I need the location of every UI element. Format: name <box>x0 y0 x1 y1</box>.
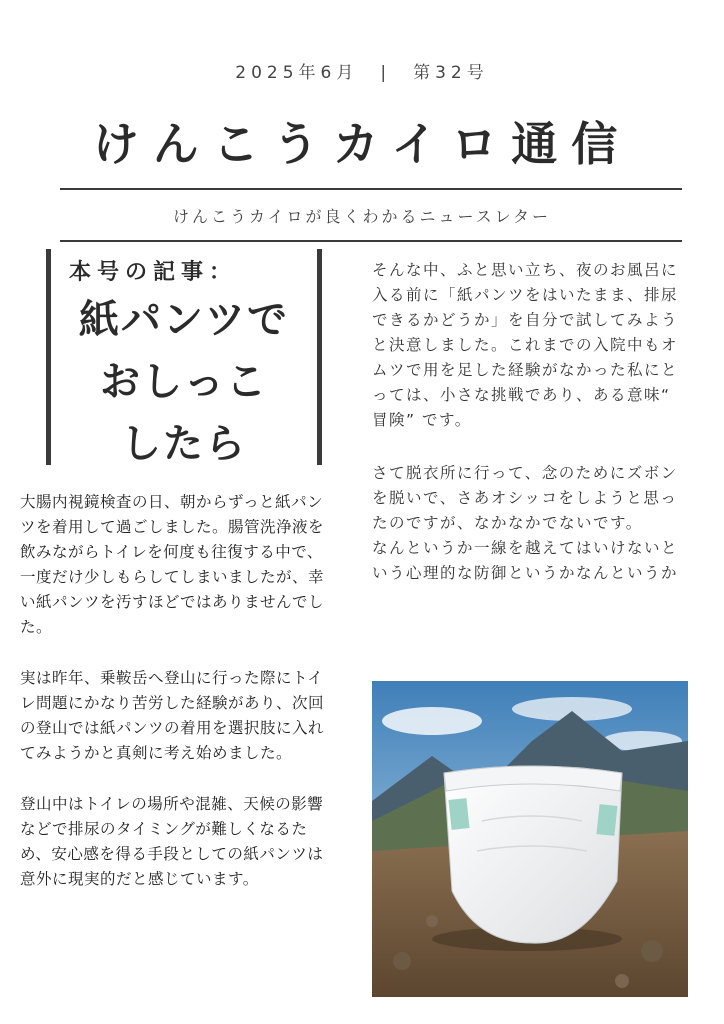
feature-title-line: 紙パンツで <box>79 297 289 343</box>
issue-number: 第32号 <box>413 63 489 83</box>
article-paragraph: 大腸内視鏡検査の日、朝からずっと紙パンツを着用して過ごしました。腸管洗浄液を飲みながらトイレを何度も往復する中で、一度だけ少しもらしてしまいましたが、幸い紙パンツを汚すほどではありませんでした。 <box>20 493 325 636</box>
diaper-mountain-photo <box>372 681 688 997</box>
newsletter-title: けんこうカイロ通信 <box>92 117 632 171</box>
article-paragraph: 実は昨年、乗鞍岳へ登山に行った際にトイレ問題にかなり苦労した経験があり、次回の登山では紙パンツの着用を選択肢に入れてみようかと真剣に考え始めました。 <box>20 669 325 762</box>
issue-date: 2025年6月 <box>235 63 359 83</box>
header-rule-top <box>60 188 682 190</box>
feature-title-line: おしっこ <box>100 359 268 405</box>
feature-box <box>46 249 322 465</box>
issue-separator: | <box>380 63 392 83</box>
left-column <box>20 490 330 918</box>
article-paragraph: そんな中、ふと思い立ち、夜のお風呂に入る前に「紙パンツをはいたまま、排尿できるかどうか」を自分で試してみようと決意しました。これまでの入院中もオムツで用を足した経験がなかった私にとっては、小さな挑戦であり、ある意味“ 冒険” です。 <box>372 261 679 429</box>
article-paragraph: なんというか一線を越えてはいけないという心理的な防御というかなんというか <box>372 539 679 582</box>
issue-line <box>0 58 724 83</box>
newsletter-tagline: けんこうカイロが良くわかるニュースレター <box>172 207 552 226</box>
feature-title <box>51 289 317 475</box>
feature-kicker: 本号の記事： <box>69 260 238 285</box>
feature-title-line: したら <box>121 421 247 467</box>
article-paragraph: 登山中はトイレの場所や混雑、天候の影響などで排尿のタイミングが難しくなるため、安心感を得る手段としての紙パンツは意外に現実的だと感じています。 <box>20 795 324 888</box>
right-column <box>372 258 692 586</box>
header-rule-bottom <box>60 240 682 242</box>
article-paragraph: さて脱衣所に行って、念のためにズボンを脱いで、さあオシッコをしようと思ったのですが、なかなかでないです。 <box>372 464 678 532</box>
diaper-photo-icon <box>372 681 688 997</box>
